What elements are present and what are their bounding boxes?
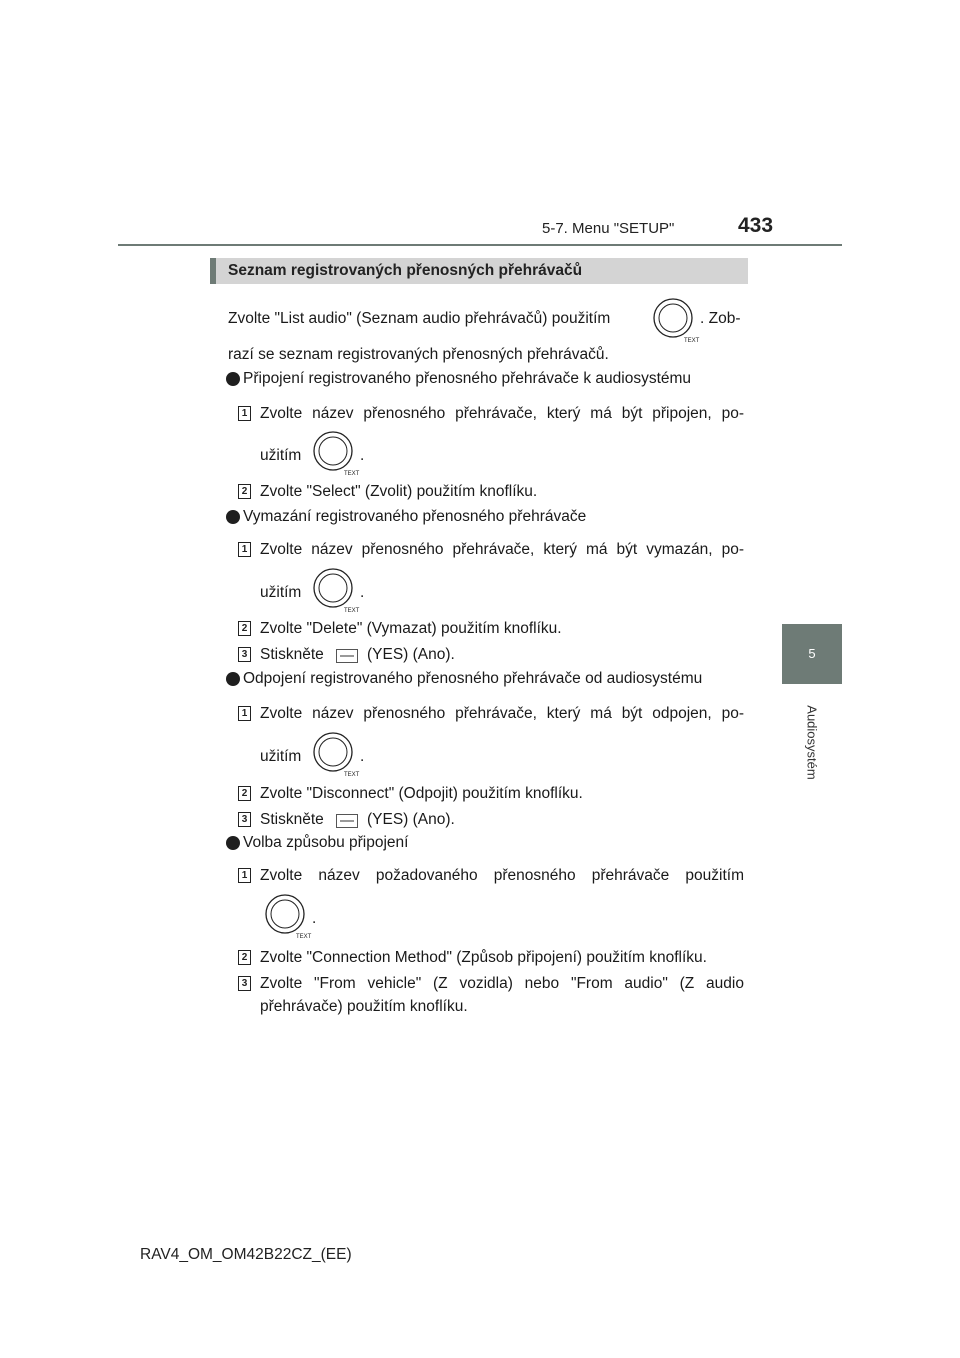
step-text: Zvolte název požadovaného přenosného přehrávače použitím <box>260 867 744 884</box>
section-title: Seznam registrovaných přenosných přehrávačů <box>210 258 748 284</box>
step-text: (YES) (Ano). <box>367 811 455 828</box>
header-divider <box>118 244 842 246</box>
step-number: 1 <box>238 706 251 721</box>
bullet-dot-icon <box>226 510 240 524</box>
bullet-dot-icon <box>226 672 240 686</box>
step-text: Stiskněte <box>260 646 324 663</box>
step-text: Zvolte "From vehicle" (Z vozidla) nebo "From audio" (Z audio <box>260 975 744 992</box>
step-text: . <box>360 748 365 765</box>
tune-knob-icon <box>310 430 360 477</box>
step-text: Zvolte název přenosného přehrávače, který má být odpojen, po- <box>260 705 744 722</box>
step-text: užitím <box>260 584 302 601</box>
step-text: užitím <box>260 748 302 765</box>
step-text: Zvolte název přenosného přehrávače, který má být připojen, po- <box>260 405 744 422</box>
step-text: Stiskněte <box>260 811 324 828</box>
chapter-tab: 5 <box>782 624 842 684</box>
tune-knob-icon <box>310 567 360 614</box>
step-text: Zvolte "Select" (Zvolit) použitím knoflíku. <box>260 483 538 500</box>
bullet-heading: Volba způsobu připojení <box>243 834 409 851</box>
step-text: . <box>360 584 365 601</box>
step-text: Zvolte "Connection Method" (Způsob připojení) použitím knoflíku. <box>260 949 707 966</box>
tune-knob-icon <box>310 731 360 778</box>
knob-text-label: TEXT <box>296 934 312 940</box>
step-text: . <box>360 447 365 464</box>
step-number: 2 <box>238 950 251 965</box>
step-text: Zvolte "Delete" (Vymazat) použitím knoflíku. <box>260 620 562 637</box>
bullet-dot-icon <box>226 372 240 386</box>
section-header: 5-7. Menu "SETUP" <box>542 220 675 237</box>
step-text: přehrávače) použitím knoflíku. <box>260 998 468 1015</box>
step-number: 3 <box>238 976 251 991</box>
step-number: 1 <box>238 868 251 883</box>
step-number: 2 <box>238 484 251 499</box>
document-code: RAV4_OM_OM42B22CZ_(EE) <box>140 1246 352 1263</box>
tune-knob-icon <box>262 893 312 940</box>
bullet-heading: Vymazání registrovaného přenosného přehrávače <box>243 508 587 525</box>
tune-knob-icon <box>650 297 700 344</box>
step-number: 2 <box>238 621 251 636</box>
bullet-heading: Odpojení registrovaného přenosného přehrávače od audiosystému <box>243 670 703 687</box>
step-text: (YES) (Ano). <box>367 646 455 663</box>
step-text: Zvolte název přenosného přehrávače, který má být vymazán, po- <box>260 541 744 558</box>
page-number: 433 <box>738 214 774 237</box>
knob-text-label: TEXT <box>684 338 700 344</box>
knob-text-label: TEXT <box>344 772 360 778</box>
preset-button-icon <box>336 649 358 663</box>
step-number: 1 <box>238 542 251 557</box>
intro-text-1: Zvolte "List audio" (Seznam audio přehrávačů) použitím <box>228 310 611 327</box>
step-text: Zvolte "Disconnect" (Odpojit) použitím knoflíku. <box>260 785 583 802</box>
bullet-heading: Připojení registrovaného přenosného přehrávače k audiosystému <box>243 370 692 387</box>
knob-text-label: TEXT <box>344 471 360 477</box>
preset-button-icon <box>336 814 358 828</box>
intro-text-1b: . Zob- <box>700 310 741 327</box>
step-number: 2 <box>238 786 251 801</box>
knob-text-label: TEXT <box>344 608 360 614</box>
step-number: 1 <box>238 406 251 421</box>
step-number: 3 <box>238 812 251 827</box>
bullet-dot-icon <box>226 836 240 850</box>
step-number: 3 <box>238 647 251 662</box>
chapter-label: Audiosystém <box>804 705 820 780</box>
step-text: . <box>312 910 317 927</box>
intro-text-2: razí se seznam registrovaných přenosných přehrávačů. <box>228 346 609 363</box>
step-text: užitím <box>260 447 302 464</box>
